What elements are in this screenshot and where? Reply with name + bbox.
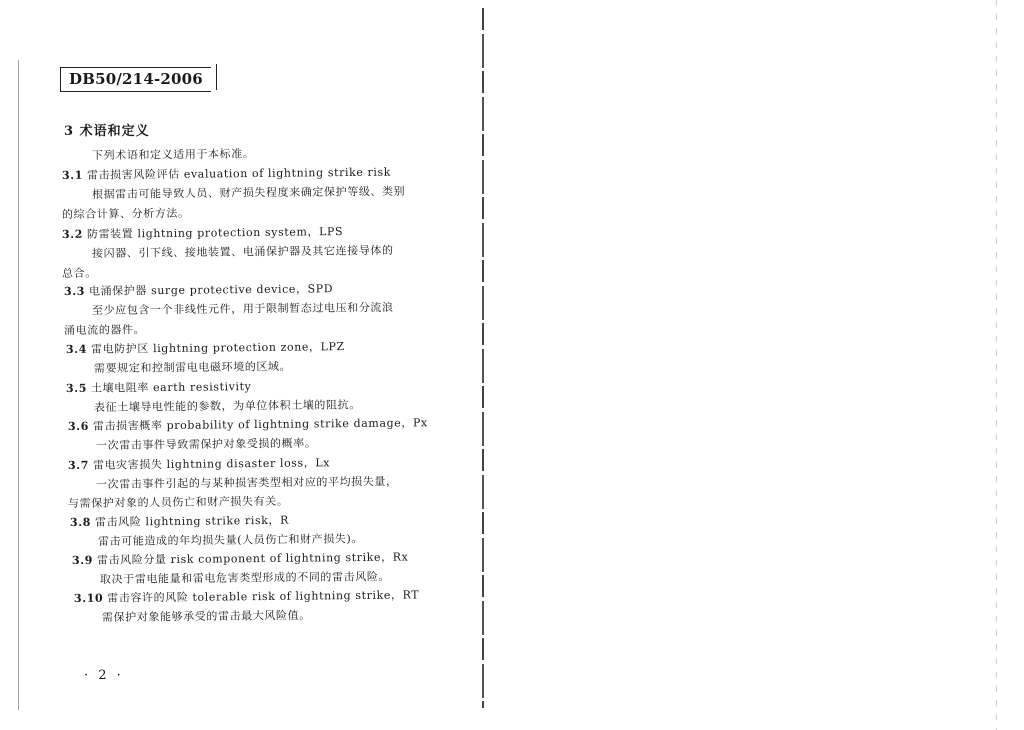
term-3-9-def-1: 取决于雷电能量和雷电危害类型形成的不同的雷击风险。	[99, 569, 391, 586]
term-3-1-def-1: 根据雷击可能导致人员、财产损失程度来确定保护等级、类别	[91, 184, 406, 201]
term-title: 土壤电阻率 earth resistivity	[90, 380, 252, 395]
term-3-7-def-2: 与需保护对象的人员伤亡和财产损失有关。	[67, 494, 289, 510]
scan-right-edge	[996, 0, 997, 730]
term-title: 雷电灾害损失 lightning disaster loss，Lx	[92, 456, 331, 472]
term-3-5-def-1: 表征土壤导电性能的参数，为单位体积土壤的阻抗。	[93, 398, 361, 414]
term-number: 3.9	[71, 553, 94, 567]
term-3-10-def-1: 需保护对象能够承受的雷击最大风险值。	[101, 608, 311, 624]
term-title: 防雷装置 lightning protection system，LPS	[86, 225, 344, 241]
section-intro: 下列术语和定义适用于本标准。	[91, 147, 255, 162]
term-3-4-heading	[66, 338, 345, 357]
term-3-1-def-2: 的综合计算、分析方法。	[61, 206, 190, 221]
term-3-6-heading	[68, 414, 428, 434]
term-3-1-heading	[62, 164, 391, 183]
term-number: 3.4	[65, 342, 88, 356]
term-number: 3.5	[65, 381, 88, 395]
term-3-10-heading	[74, 586, 419, 606]
term-3-3-def-2: 涌电流的器件。	[63, 323, 146, 337]
term-title: 雷击容许的风险 tolerable risk of lightning strike，RT	[107, 588, 420, 605]
term-3-7-def-1: 一次雷击事件引起的与某种损害类型相对应的平均损失量，	[95, 474, 398, 491]
term-3-2-def-2: 总合。	[61, 266, 97, 280]
term-3-9-heading	[72, 548, 409, 568]
book-spine-shadow	[482, 8, 484, 708]
term-3-3-heading	[64, 280, 333, 299]
term-title: 雷击损害概率 probability of lightning strike damage，Px	[92, 416, 428, 433]
term-number: 3.3	[63, 284, 86, 298]
term-3-2-heading	[62, 223, 343, 242]
term-title: 雷击损害风险评估 evaluation of lightning strike risk	[86, 165, 392, 182]
page-number: · 2 ·	[84, 668, 124, 683]
term-number: 3.2	[61, 227, 84, 241]
term-3-6-def-1: 一次雷击事件导致需保护对象受损的概率。	[95, 436, 317, 452]
term-number: 3.6	[67, 419, 90, 433]
term-3-5-heading	[66, 378, 252, 396]
term-title: 电涌保护器 surge protective device，SPD	[88, 282, 334, 298]
standard-code: DB50/214-2006	[60, 67, 211, 92]
term-number: 3.7	[67, 458, 90, 472]
term-number: 3.8	[69, 515, 92, 529]
term-number: 3.1	[61, 168, 84, 182]
term-3-7-heading	[68, 454, 330, 473]
section-title: 3 术语和定义	[64, 124, 150, 139]
scan-left-edge	[18, 60, 19, 710]
term-3-8-heading	[70, 512, 289, 530]
term-title: 雷击风险分量 risk component of lightning strike，Rx	[96, 550, 409, 567]
term-3-4-def-1: 需要规定和控制雷电电磁环境的区域。	[93, 359, 292, 375]
term-title: 雷电防护区 lightning protection zone，LPZ	[90, 340, 345, 356]
term-3-2-def-1: 接闪器、引下线、接地装置、电涌保护器及其它连接导体的	[91, 243, 394, 260]
term-3-3-def-1: 至少应包含一个非线性元件，用于限制暂态过电压和分流浪	[91, 300, 394, 317]
term-3-8-def-1: 雷击可能造成的年均损失量(人员伤亡和财产损失)。	[97, 532, 364, 548]
term-title: 雷击风险 lightning strike risk，R	[94, 513, 289, 529]
term-number: 3.10	[73, 591, 104, 605]
